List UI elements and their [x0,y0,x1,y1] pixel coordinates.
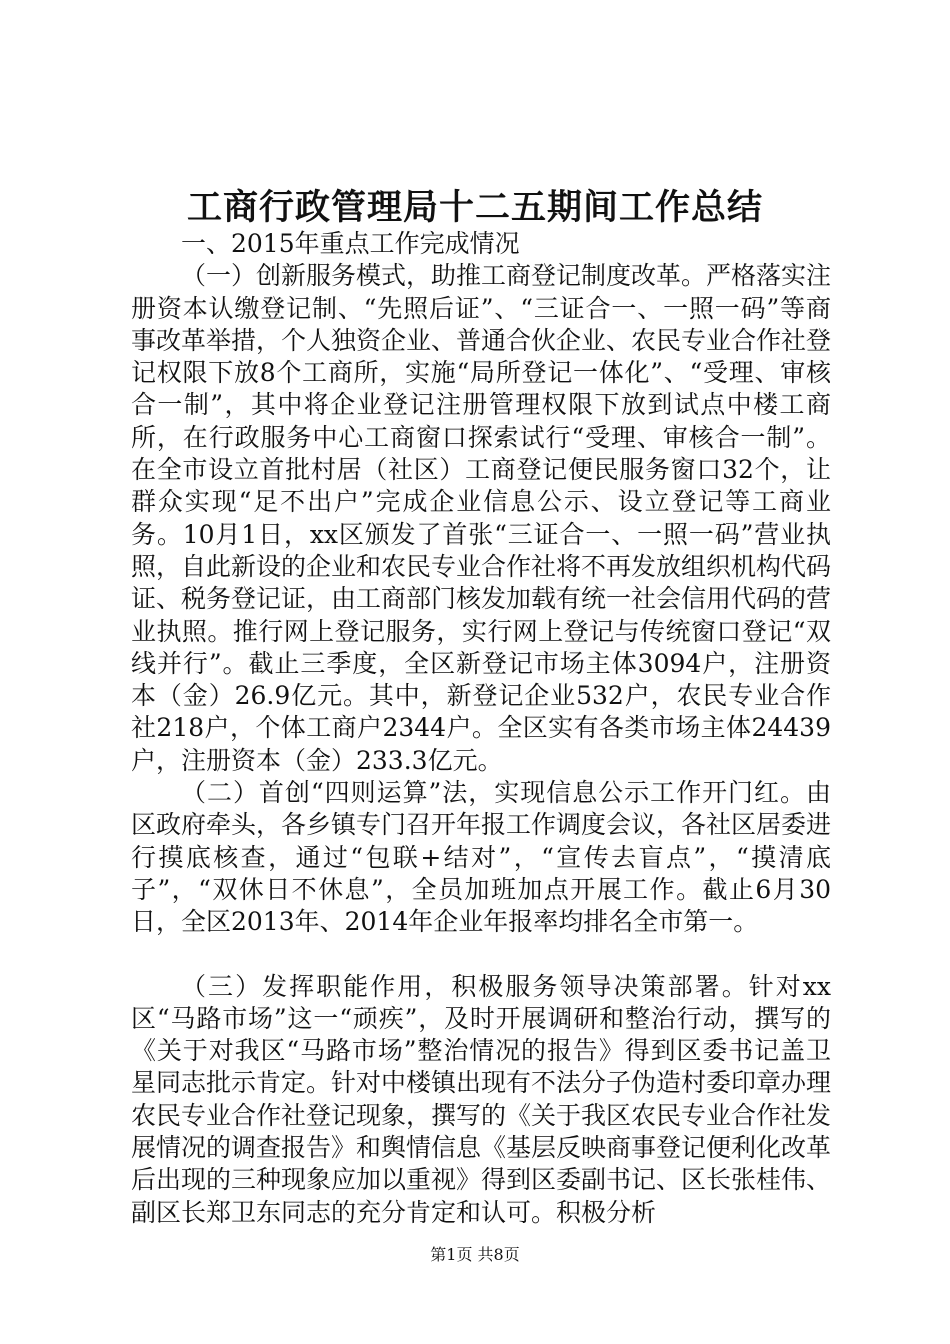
paragraph-2: （二）首创“四则运算”法，实现信息公示工作开门红。由区政府牵头，各乡镇专门召开年报工作调度会议，各社区居委进行摸底核查，通过“包联+结对”，“宣传去盲点”，“摸清底子”，“双休日不休息”，全员加班加点开展工作。截止6月30日，全区2013年、2014年企业年报率均排名全市第一。 [131,778,832,937]
document-title: 工商行政管理局十二五期间工作总结 [186,187,763,228]
paragraph-1: （一）创新服务模式，助推工商登记制度改革。严格落实注册资本认缴登记制、“先照后证”、“三证合一、一照一码”等商事改革举措，个人独资企业、普通合伙企业、农民专业合作社登记权限下放8个工商所，实施“局所登记一体化”、“受理、审核合一制”，其中将企业登记注册管理权限下放到试点中楼工商所，在行政服务中心工商窗口探索试行“受理、审核合一制”。在全市设立首批村居（社区）工商登记便民服务窗口32个，让群众实现“足不出户”完成企业信息公示、设立登记等工商业务。10月1日，xx区颁发了首张“三证合一、一照一码”营业执照，自此新设的企业和农民专业合作社将不再发放组织机构代码证、税务登记证，由工商部门核发加载有统一社会信用代码的营业执照。推行网上登记服务，实行网上登记与传统窗口登记“双线并行”。截止三季度，全区新登记市场主体3094户，注册资本（金）26.9亿元。其中，新登记企业532户，农民专业合作社218户，个体工商户2344户。全区实有各类市场主体24439户，注册资本（金）233.3亿元。 [131,261,832,775]
paragraph-3: （三）发挥职能作用，积极服务领导决策部署。针对xx区“马路市场”这一“顽疾”，及时开展调研和整治行动，撰写的《关于对我区“马路市场”整治情况的报告》得到区委书记盖卫星同志批示肯定。针对中楼镇出现有不法分子伪造村委印章办理农民专业合作社登记现象，撰写的《关于我区农民专业合作社发展情况的调查报告》和舆情信息《基层反映商事登记便利化改革后出现的三种现象应加以重视》得到区委副书记、区长张桂伟、副区长郑卫东同志的充分肯定和认可。积极分析 [131,971,832,1227]
document-body [131,228,831,1229]
page-footer: 第1页 共8页 [430,1245,520,1264]
section-heading: 一、2015年重点工作完成情况 [181,229,520,258]
